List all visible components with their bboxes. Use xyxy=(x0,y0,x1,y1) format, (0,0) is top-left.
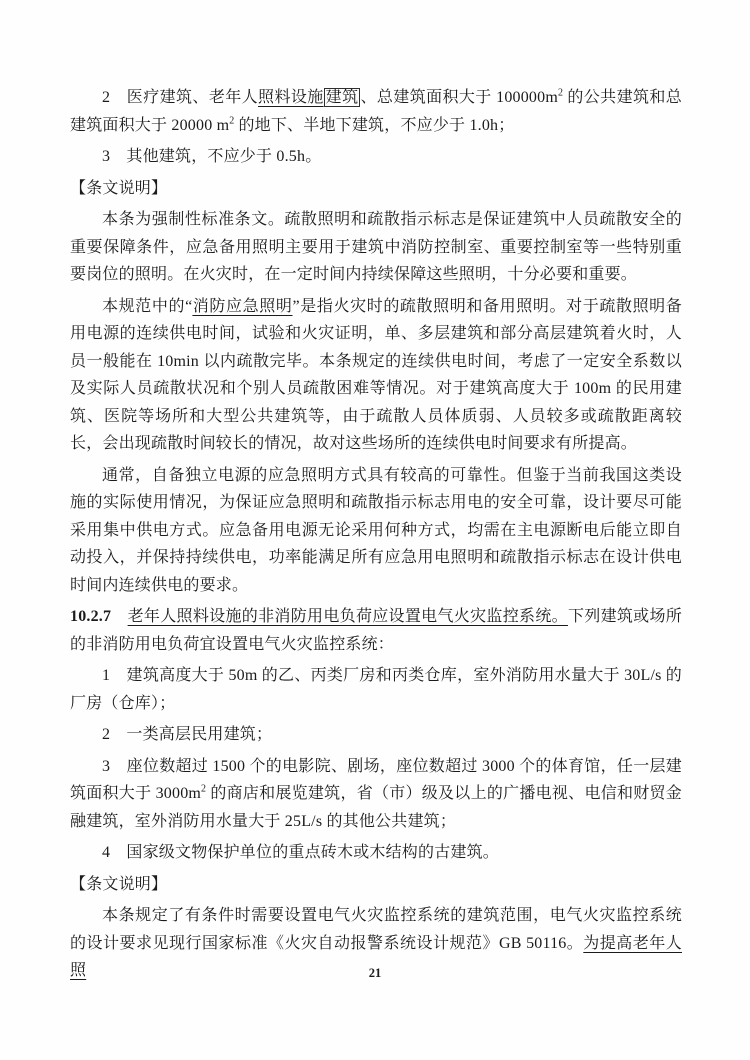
commentary-paragraph-2 xyxy=(70,293,682,458)
commentary-label-2 xyxy=(70,871,682,899)
text-segment: 【条文说明】 xyxy=(70,179,168,197)
text-segment: 下列建筑或场所的非消防用电负荷宜设置电气火灾监控系统： xyxy=(70,608,683,653)
text-segment: 的地下、半地下建筑，不应少于 1.0h； xyxy=(234,116,515,134)
text-segment: 为提高老年人照 xyxy=(70,934,682,979)
clause-10-2-7-item-4 xyxy=(70,839,682,867)
text-segment: 照料设施 xyxy=(258,89,324,106)
clause-item-2-supply-time xyxy=(70,84,682,139)
commentary-paragraph-1 xyxy=(70,206,682,289)
text-segment: 【条文说明】 xyxy=(70,875,168,893)
text-segment: 的商店和展览建筑，省（市）级及以上的广播电视、电信和财贸金融建筑，室外消防用水量大于 25L/s 的其他公共建筑； xyxy=(70,785,682,830)
clause-item-3-supply-time xyxy=(70,143,682,171)
text-segment: 2 xyxy=(201,783,207,795)
clause-10-2-7-item-3 xyxy=(70,753,682,836)
text-segment xyxy=(111,608,127,625)
clause-10-2-7-item-1 xyxy=(70,662,682,717)
page-number: 21 xyxy=(368,966,382,980)
commentary-paragraph-3 xyxy=(70,462,682,600)
text-segment: 、总建筑面积大于 100000m xyxy=(360,89,558,106)
commentary-label-1 xyxy=(70,175,682,203)
text-segment: ”是指火灾时的疏散照明和备用照明。对于疏散照明备用电源的连续供电时间，试验和火灾证明，单、多层建筑和部分高层建筑着火时，人员一般能在 10min 以内疏散完毕。本条规定的连续供电时间，考虑了一定安全系数以及实际人员疏散状况和个别人员疏散困难等情况。对于建筑高度大于 100m 的民用建筑、医院等场所和大型公共建筑等，由于疏散人员体质弱、人员较多或疏散距离较长，会出现疏散时间较长的情况，故对这些场所的连续供电时间要求有所提高。 xyxy=(70,297,682,452)
text-segment: 建筑 xyxy=(325,89,359,106)
text-segment: 3 座位数超过 1500 个的电影院、剧场，座位数超过 3000 个的体育馆，任一层建筑面积大于 3000m xyxy=(70,757,682,802)
text-segment: 2 医疗建筑、老年人 xyxy=(102,89,259,106)
document-content xyxy=(70,84,682,985)
clause-10-2-7 xyxy=(70,603,682,658)
text-segment: 的公共建筑和总建筑面积大于 20000 m xyxy=(70,89,682,134)
text-segment: 1 建筑高度大于 50m 的乙、丙类厂房和丙类仓库，室外消防用水量大于 30L/s 的厂房（仓库）； xyxy=(70,667,682,712)
text-segment: 2 xyxy=(557,87,563,99)
text-segment: 10.2.7 xyxy=(70,608,112,625)
text-segment: 老年人照料设施的非消防用电负荷应设置电气火灾监控系统。 xyxy=(127,608,568,625)
clause-10-2-7-item-2 xyxy=(70,721,682,749)
text-segment: 本条为强制性标准条文。疏散照明和疏散指示标志是保证建筑中人员疏散安全的重要保障条件，应急备用照明主要用于建筑中消防控制室、重要控制室等一些特别重要岗位的照明。在火灾时，在一定时间内持续保障这些照明，十分必要和重要。 xyxy=(70,211,682,283)
text-segment: 本规范中的“ xyxy=(102,297,193,315)
text-segment: 3 其他建筑，不应少于 0.5h。 xyxy=(102,148,322,165)
text-segment: 消防应急照明 xyxy=(192,297,293,315)
text-segment: 通常，自备独立电源的应急照明方式具有较高的可靠性。但鉴于当前我国这类设施的实际使用情况，为保证应急照明和疏散指示标志用电的安全可靠，设计要尽可能采用集中供电方式。应急备用电源无论采用何种方式，均需在主电源断电后能立即自动投入，并保持持续供电，功率能满足所有应急用电照明和疏散指示标志在设计供电时间内连续供电的要求。 xyxy=(70,466,682,594)
text-segment: 4 国家级文物保护单位的重点砖木或木结构的古建筑。 xyxy=(102,844,500,861)
text-segment: 2 xyxy=(229,115,235,127)
text-segment: 2 一类高层民用建筑； xyxy=(102,726,273,743)
text-segment: 本条规定了有条件时需要设置电气火灾监控系统的建筑范围，电气火灾监控系统的设计要求见现行国家标准《火灾自动报警系统设计规范》GB 50116。 xyxy=(70,907,682,952)
